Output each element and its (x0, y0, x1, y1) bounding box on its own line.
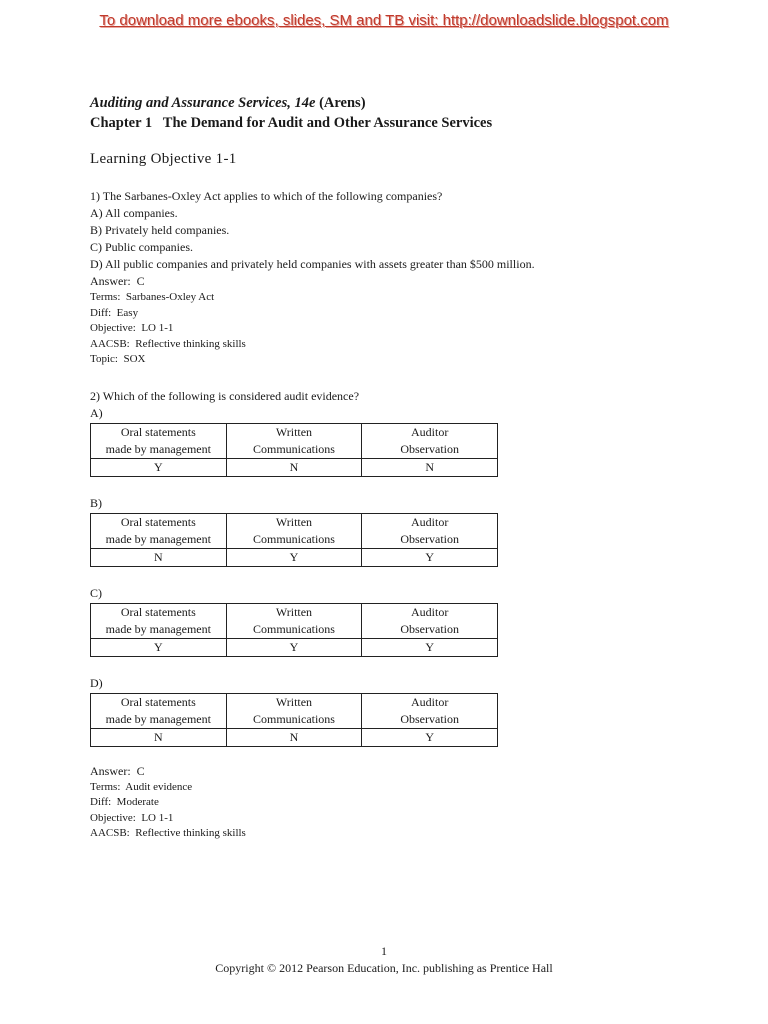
header-cell-oral (91, 603, 227, 638)
option-label: C) (90, 585, 102, 600)
header-cell-observation (362, 423, 498, 458)
header-line: Observation (400, 531, 459, 546)
header-line: Auditor (410, 604, 449, 619)
question-1-answer: Answer: C (90, 274, 145, 288)
header-line: made by management (105, 531, 211, 546)
value-cell: N (91, 548, 227, 566)
book-author: (Arens) (319, 95, 366, 111)
copyright-notice: Copyright © 2012 Pearson Education, Inc. publishing as Prentice Hall (215, 961, 553, 975)
page-number: 1 (381, 944, 387, 958)
header-cell-written (226, 603, 362, 638)
value-cell: N (91, 728, 227, 746)
question-1 (90, 188, 690, 368)
header-line: made by management (105, 441, 211, 456)
question-2-text: 2) Which of the following is considered audit evidence? (90, 388, 360, 403)
header-line: Communications (252, 621, 335, 636)
header-line: Auditor (410, 424, 449, 439)
question-1-option-b: B) Privately held companies. (90, 223, 230, 237)
question-2-option-a (90, 405, 690, 477)
option-table (90, 513, 498, 567)
header-line: Written (275, 424, 313, 439)
header-line: Observation (400, 441, 459, 456)
header-cell-oral (91, 693, 227, 728)
value-cell: Y (226, 638, 362, 656)
question-2-terms: Terms: Audit evidence (90, 780, 193, 793)
question-1-option-c: C) Public companies. (90, 240, 193, 254)
question-1-topic: Topic: SOX (90, 353, 146, 365)
header-line: Observation (400, 621, 459, 636)
option-table (90, 423, 498, 477)
question-2-option-b (90, 495, 690, 567)
question-1-text: 1) The Sarbanes-Oxley Act applies to which of the following companies? (90, 189, 443, 203)
question-2-option-c (90, 585, 690, 657)
option-table (90, 603, 498, 657)
header-cell-oral (91, 513, 227, 548)
download-banner[interactable]: To download more ebooks, slides, SM and TB visit: http://downloadslide.blogspot.com (99, 12, 669, 29)
header-cell-written (226, 693, 362, 728)
header-line: Observation (400, 711, 459, 726)
option-label: B) (90, 495, 102, 510)
header-line: Oral statements (120, 604, 196, 619)
header-cell-oral (91, 423, 227, 458)
learning-objective-heading: Learning Objective 1-1 (90, 151, 237, 167)
question-2-aacsb: AACSB: Reflective thinking skills (90, 827, 246, 839)
question-1-option-d: D) All public companies and privately held companies with assets greater than $500 million. (90, 257, 535, 271)
header-cell-observation (362, 603, 498, 638)
header-cell-observation (362, 693, 498, 728)
value-cell: Y (91, 458, 227, 476)
header-cell-written (226, 423, 362, 458)
question-1-terms: Terms: Sarbanes-Oxley Act (90, 291, 215, 303)
header-line: Oral statements (120, 694, 196, 709)
value-cell: N (362, 458, 498, 476)
document-body (90, 94, 690, 842)
header-line: Oral statements (120, 424, 196, 439)
book-title-line (90, 94, 690, 113)
value-cell: Y (362, 548, 498, 566)
chapter-title: Chapter 1 The Demand for Audit and Other Assurance Services (90, 115, 493, 131)
header-line: Communications (252, 711, 335, 726)
question-1-aacsb: AACSB: Reflective thinking skills (90, 337, 246, 350)
value-cell: Y (362, 638, 498, 656)
header-line: made by management (105, 621, 211, 636)
book-title: Auditing and Assurance Services, 14e (90, 95, 316, 111)
question-2-answer: Answer: C (90, 763, 145, 778)
value-cell: Y (91, 638, 227, 656)
header-line: Written (275, 604, 313, 619)
option-table (90, 693, 498, 747)
question-2-option-d (90, 675, 690, 747)
header-line: Auditor (410, 514, 449, 529)
question-1-difficulty: Diff: Easy (90, 306, 139, 319)
option-label: D) (90, 675, 103, 690)
header-cell-written (226, 513, 362, 548)
question-2-objective: Objective: LO 1-1 (90, 811, 174, 824)
header-line: Auditor (410, 694, 449, 709)
value-cell: Y (362, 728, 498, 746)
header-line: Oral statements (120, 514, 196, 529)
question-1-option-a: A) All companies. (90, 206, 178, 220)
question-2 (90, 388, 690, 842)
header-line: Communications (252, 441, 335, 456)
header-line: Written (275, 694, 313, 709)
header-line: Written (275, 514, 313, 529)
header-cell-observation (362, 513, 498, 548)
question-1-objective: Objective: LO 1-1 (90, 322, 174, 334)
question-2-difficulty: Diff: Moderate (90, 796, 159, 808)
value-cell: N (226, 728, 362, 746)
value-cell: Y (226, 548, 362, 566)
header-line: made by management (105, 711, 211, 726)
header-line: Communications (252, 531, 335, 546)
option-label: A) (90, 405, 103, 420)
value-cell: N (226, 458, 362, 476)
